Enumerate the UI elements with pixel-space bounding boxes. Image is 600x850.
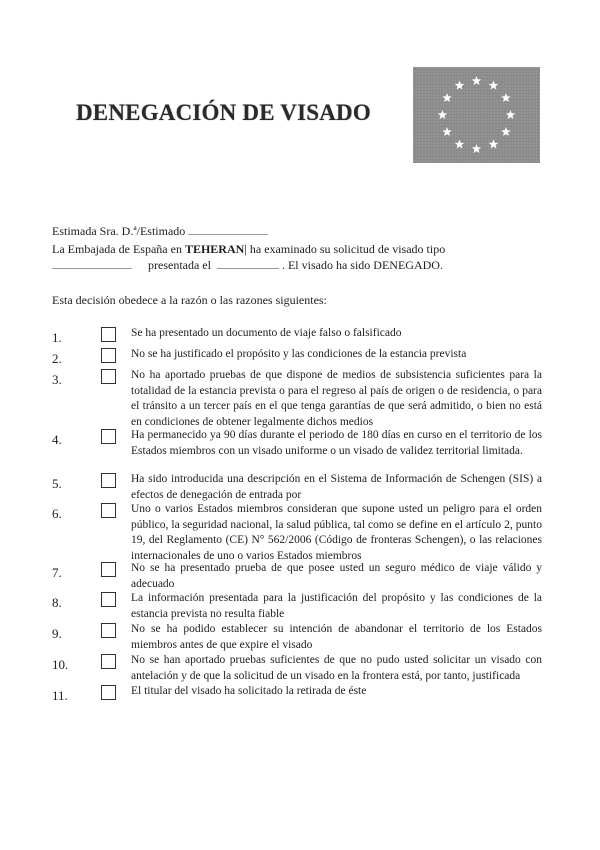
- reason-text: No se ha podido establecer su intención de abandonar el territorio de los Estados miembros antes de que expire el visado: [131, 623, 542, 651]
- flag-star-icon: [506, 110, 516, 119]
- reason-checkbox[interactable]: [101, 473, 116, 488]
- reason-text: No ha aportado pruebas de que dispone de medios de subsistencia suficientes para la totalidad de la estancia prevista o para el regreso al país de origen o de residencia, o para el tránsito a un tercer país en el que tenga garantías de que será admitido, o bien no está en condiciones de obtener legalmente dichos medios: [131, 369, 542, 428]
- flag-star-icon: [455, 139, 465, 148]
- reason-number: 6.: [52, 506, 62, 521]
- refused-statement: . El visado ha sido DENEGADO.: [281, 258, 443, 272]
- submission-line: [52, 258, 443, 273]
- reason-number: 11.: [52, 688, 68, 703]
- salutation-line: [52, 224, 271, 239]
- reason-checkbox[interactable]: [101, 503, 116, 518]
- reason-number: 3.: [52, 372, 62, 387]
- flag-star-icon: [442, 127, 452, 136]
- reason-text: No se ha justificado el propósito y las condiciones de la estancia prevista: [131, 348, 467, 360]
- reason-checkbox[interactable]: [101, 429, 116, 444]
- reason-checkbox[interactable]: [101, 592, 116, 607]
- reason-number: 2.: [52, 351, 62, 366]
- reason-number: 9.: [52, 626, 62, 641]
- reason-checkbox[interactable]: [101, 562, 116, 577]
- document-title: DENEGACIÓN DE VISADO: [76, 100, 371, 125]
- embassy-city: TEHERAN: [184, 242, 245, 256]
- flag-star-icon: [442, 93, 452, 102]
- reason-text: Ha permanecido ya 90 días durante el periodo de 180 días en curso en el territorio de los Estados miembros con un visado uniforme o un visado de validez territorial limitada.: [131, 429, 542, 457]
- reason-checkbox[interactable]: [101, 348, 116, 363]
- reason-checkbox[interactable]: [101, 685, 116, 700]
- embassy-text-after: ha examinado su solicitud de visado tipo: [249, 242, 446, 256]
- reason-text: No se ha presentado prueba de que posee usted un seguro médico de viaje válido y adecuado: [131, 562, 542, 590]
- flag-star-icon: [472, 76, 482, 85]
- reason-checkbox[interactable]: [101, 327, 116, 342]
- date-blank[interactable]: [217, 267, 279, 269]
- reason-text: La información presentada para la justificación del propósito y las condiciones de la estancia prevista no resulta fiable: [131, 592, 542, 620]
- flag-star-icon: [489, 139, 499, 148]
- reason-checkbox[interactable]: [101, 654, 116, 669]
- reason-number: 5.: [52, 476, 62, 491]
- reason-text: Se ha presentado un documento de viaje falso o falsificado: [131, 327, 402, 339]
- embassy-text: La Embajada de España en: [52, 242, 182, 256]
- reason-number: 10.: [52, 657, 69, 672]
- reason-number: 1.: [52, 330, 62, 345]
- embassy-line: La Embajada de España en TEHERAN| ha examinado su solicitud de visado tipo: [52, 241, 446, 256]
- reason-text: Uno o varios Estados miembros consideran que supone usted un peligro para el orden público, la seguridad nacional, la salud pública, tal como se define en el artículo 2, punto 19, del Reglamento (CE) N° 562/2006 (Código de fronteras Schengen), o las relaciones internacionales de uno o varios Estados miembros: [131, 503, 542, 562]
- reason-checkbox[interactable]: [101, 623, 116, 638]
- submitted-label: presentada el: [148, 258, 211, 272]
- reason-number: 4.: [52, 432, 62, 447]
- flag-star-icon: [489, 81, 499, 90]
- reason-text: Ha sido introducida una descripción en el Sistema de Información de Schengen (SIS) a efectos de denegación de entrada por: [131, 473, 542, 501]
- flag-star-icon: [455, 81, 465, 90]
- flag-star-icon: [472, 144, 482, 153]
- salutation-label: Estimada Sra. D.ª/Estimado: [52, 224, 186, 238]
- reasons-intro: Esta decisión obedece a la razón o las razones siguientes:: [52, 293, 327, 307]
- flag-star-icon: [501, 127, 511, 136]
- eu-flag-icon: [413, 67, 540, 163]
- visa-type-blank[interactable]: [52, 267, 132, 269]
- reason-text: El titular del visado ha solicitado la retirada de éste: [131, 685, 367, 697]
- reason-number: 8.: [52, 595, 62, 610]
- reason-text: No se han aportado pruebas suficientes de que no pudo usted solicitar un visado con antelación y de que la solicitud de un visado en la frontera está, por tanto, justificada: [131, 654, 542, 682]
- reason-number: 7.: [52, 565, 62, 580]
- reason-checkbox[interactable]: [101, 369, 116, 384]
- flag-star-icon: [438, 110, 448, 119]
- flag-star-icon: [501, 93, 511, 102]
- name-blank[interactable]: [188, 233, 268, 235]
